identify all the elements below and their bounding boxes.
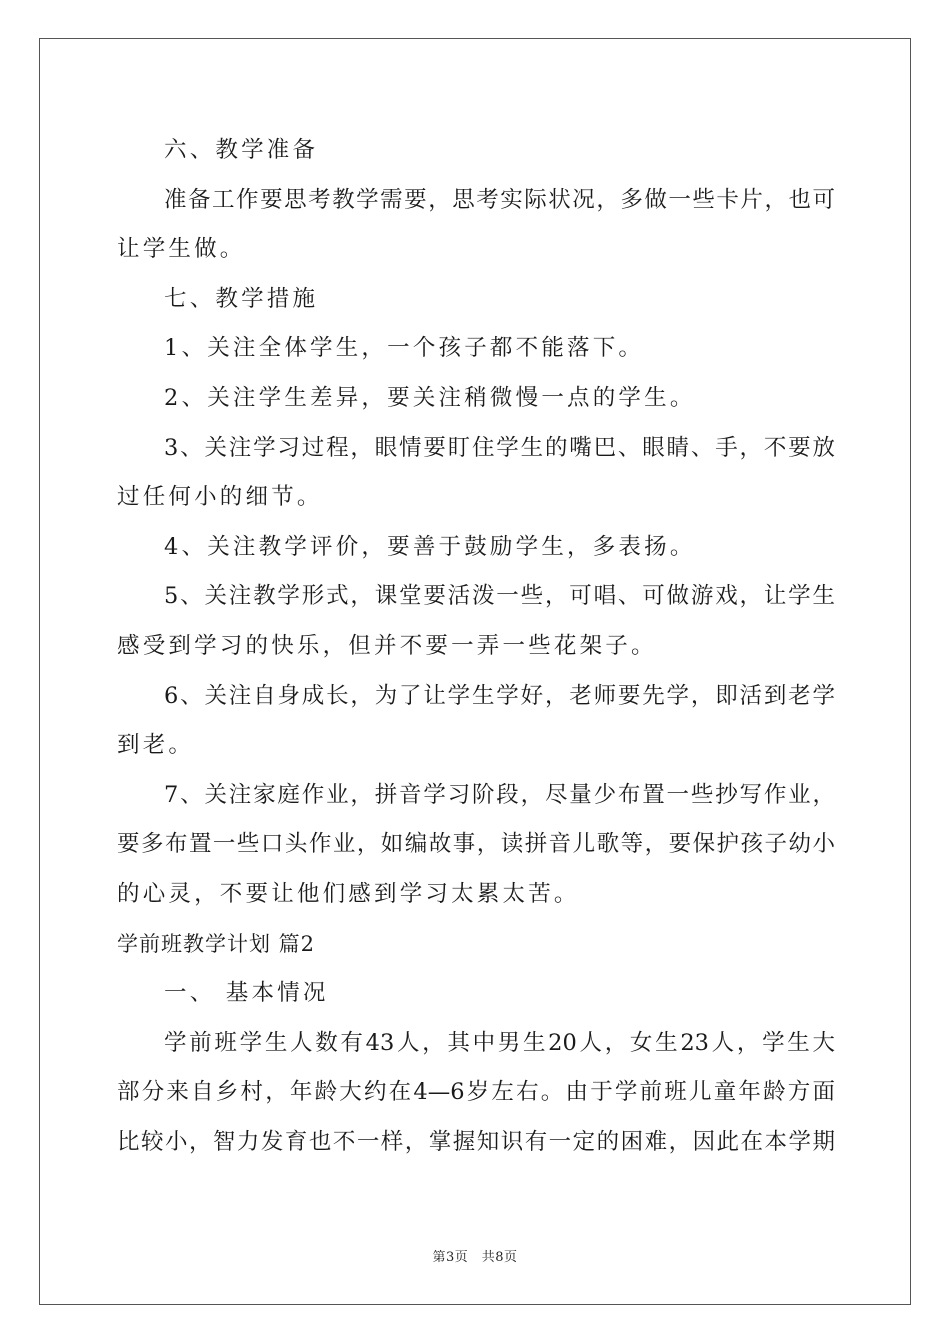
text-line: 七、教学措施	[164, 285, 319, 312]
document-body	[117, 126, 835, 1167]
section-title: 学前班教学计划 篇2	[117, 931, 316, 956]
text-line: 4、关注教学评价，要善于鼓励学生，多表扬。	[164, 533, 696, 560]
text-line: 准备工作要思考教学需要，思考实际状况，多做一些卡片，也可	[164, 186, 835, 213]
text-line: 要多布置一些口头作业，如编故事，读拼音儿歌等，要保护孩子幼小	[117, 831, 835, 858]
text-line: 部分来自乡村，年龄大约在4—6岁左右。由于学前班儿童年龄方面	[117, 1079, 835, 1106]
text-line: 学前班学生人数有43人，其中男生20人，女生23人，学生大	[164, 1029, 835, 1056]
text-line: 6、关注自身成长，为了让学生学好，老师要先学，即活到老学	[164, 682, 835, 709]
text-line: 5、关注教学形式，课堂要活泼一些，可唱、可做游戏，让学生	[164, 583, 835, 610]
text-line: 到老。	[117, 732, 195, 759]
text-line: 比较小，智力发育也不一样，掌握知识有一定的困难，因此在本学期	[117, 1128, 835, 1155]
text-line: 让学生做。	[117, 236, 246, 263]
text-line: 六、教学准备	[164, 137, 319, 163]
text-line: 的心灵，不要让他们感到学习太累太苦。	[117, 880, 580, 907]
text-line: 一、 基本情况	[164, 980, 329, 1007]
text-line: 过任何小的细节。	[117, 484, 323, 511]
text-line: 7、关注家庭作业，拼音学习阶段，尽量少布置一些抄写作业，	[164, 781, 835, 808]
text-line: 1、关注全体学生，一个孩子都不能落下。	[164, 335, 645, 362]
text-line: 3、关注学习过程，眼情要盯住学生的嘴巴、眼睛、手，不要放	[164, 434, 835, 461]
page-footer: 第3页 共8页	[432, 1250, 518, 1265]
text-line: 2、关注学生差异，要关注稍微慢一点的学生。	[164, 384, 696, 411]
text-line: 感受到学习的快乐，但并不要一弄一些花架子。	[117, 632, 657, 659]
